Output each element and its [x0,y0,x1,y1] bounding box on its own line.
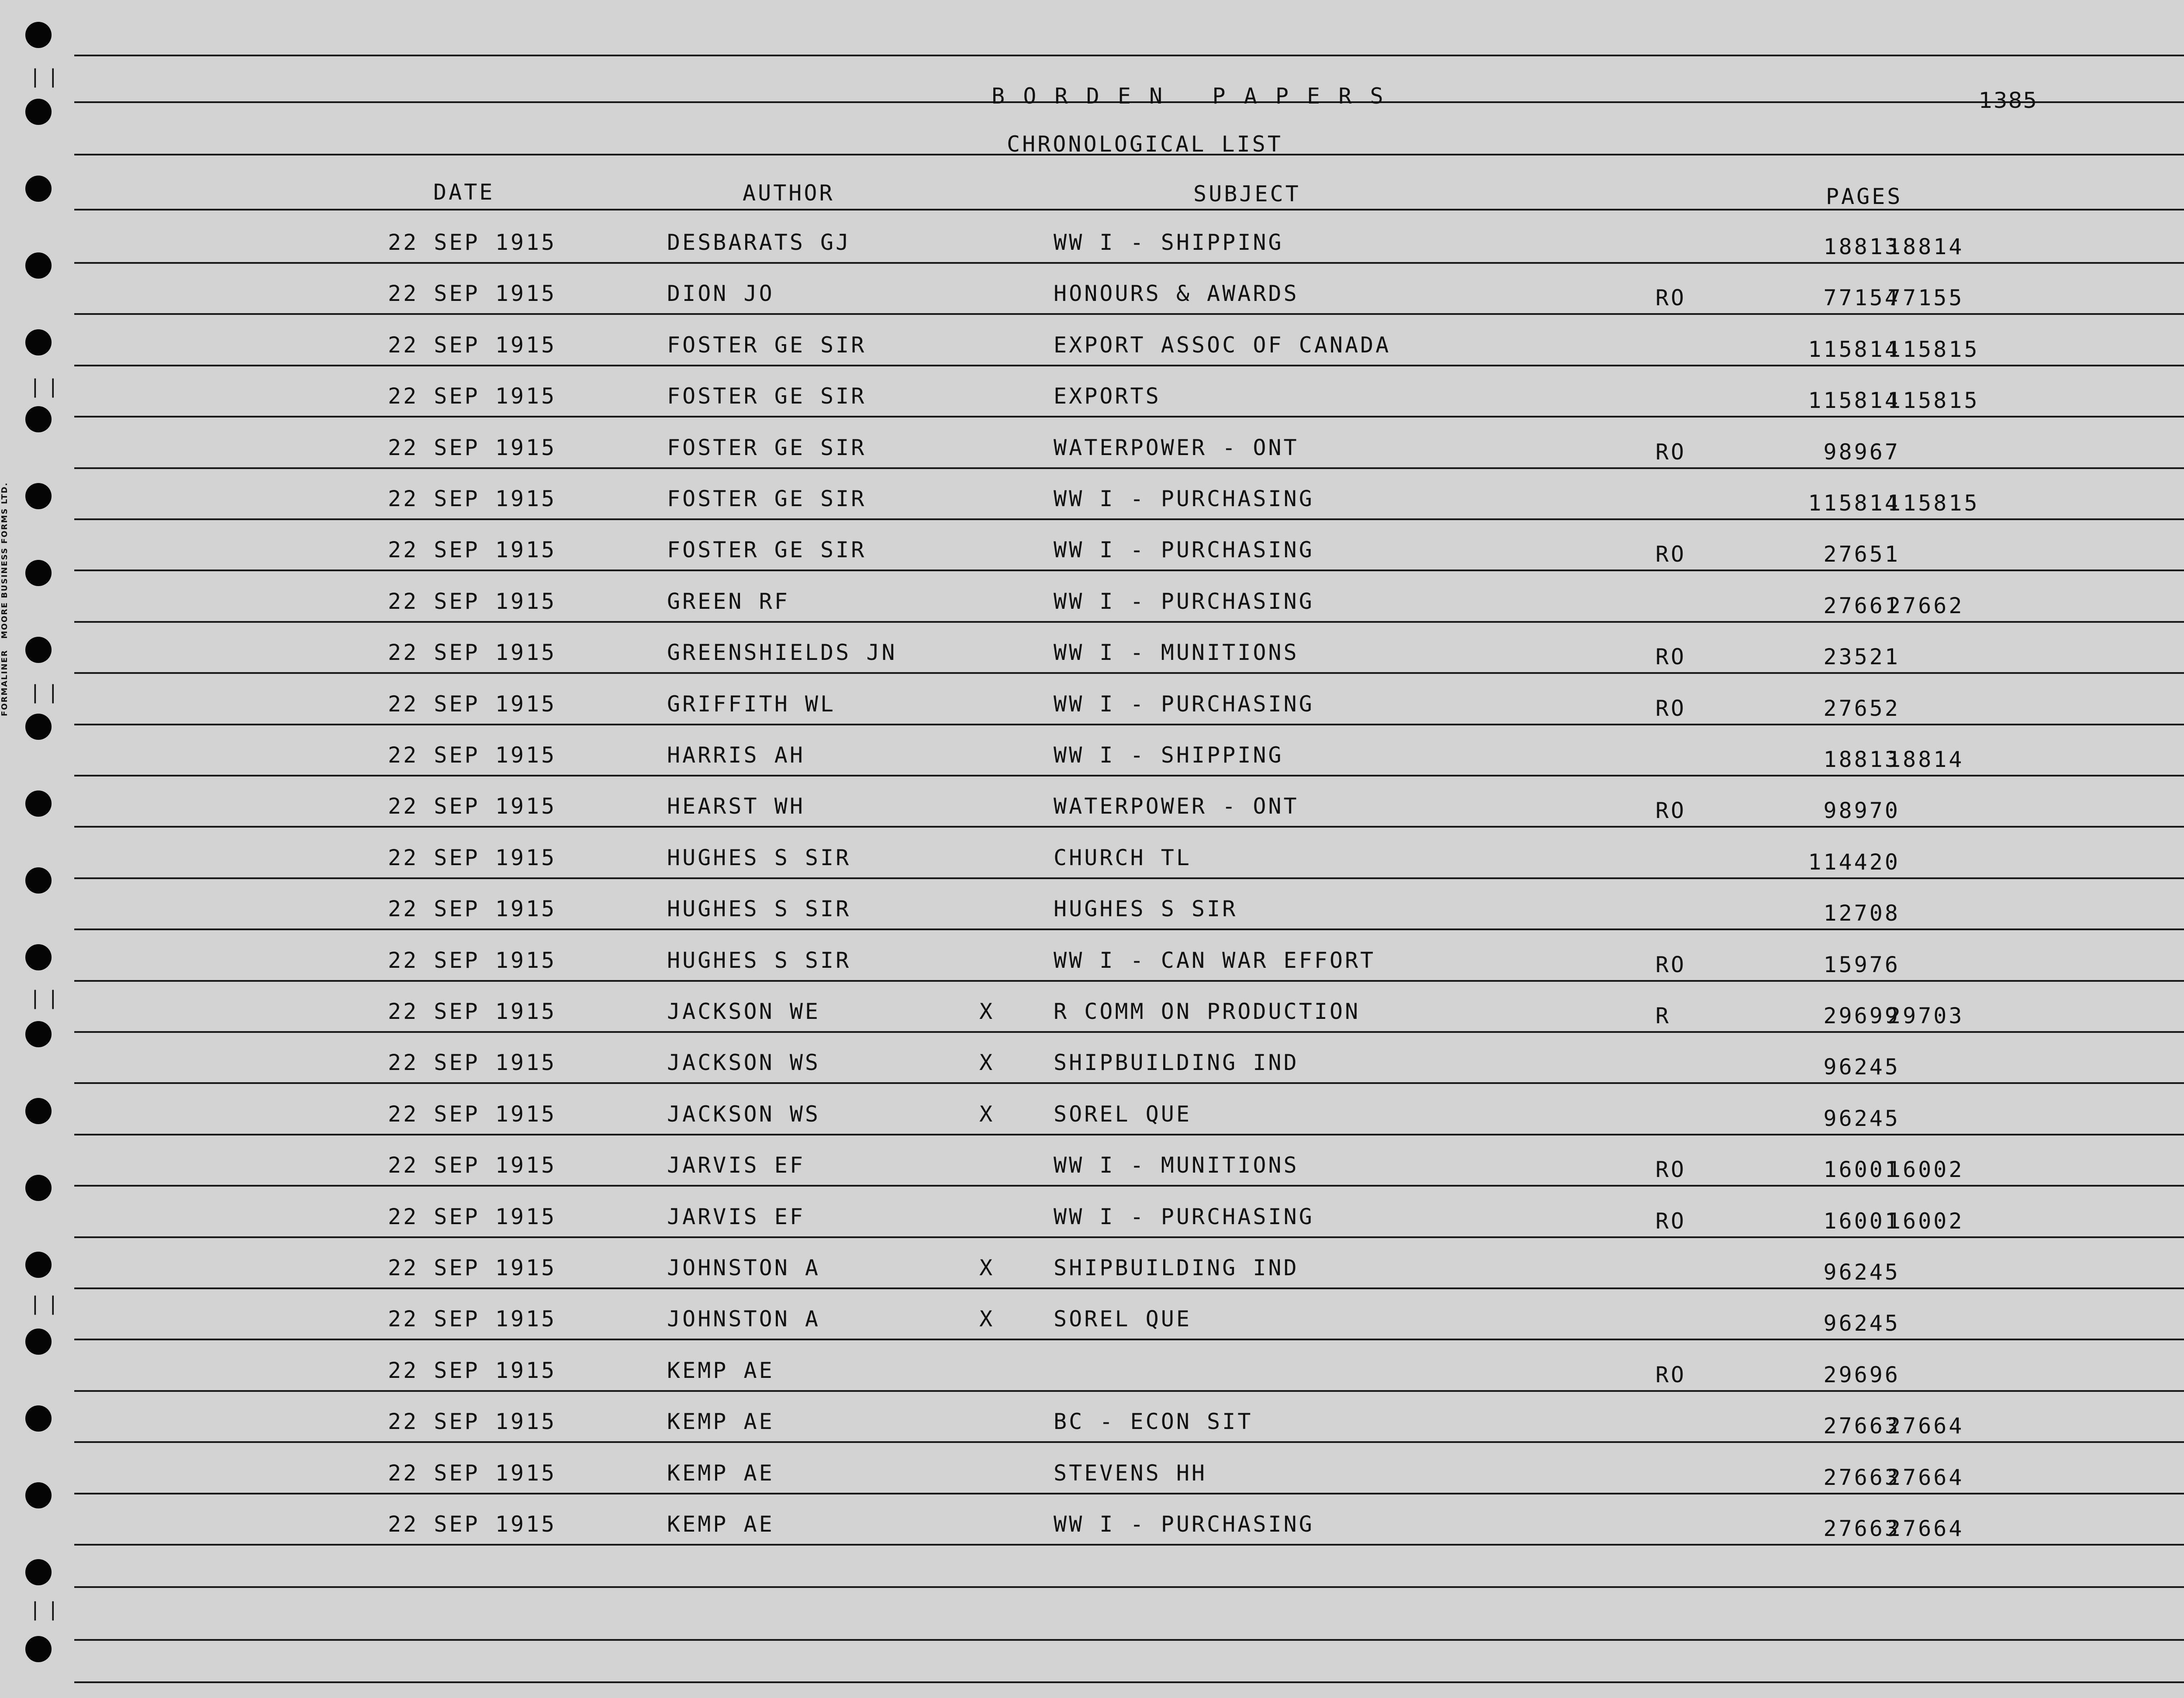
row-date: 22 SEP 1915 [388,1358,557,1383]
row-date: 22 SEP 1915 [388,1409,557,1434]
ruled-line [74,313,2184,315]
row-flag: RO [1655,1208,1686,1234]
row-page-from: 27651 [1823,542,1900,567]
row-date: 22 SEP 1915 [388,281,557,306]
row-page-from: 27663 [1823,1465,1900,1490]
ruled-line [74,621,2184,623]
row-page-from: 29699 [1823,1003,1900,1028]
row-author: JOHNSTON A [667,1255,821,1280]
document-title: B O R D E N P A P E R S [992,83,1386,109]
perforation-mark-left: ❘❘ [27,1598,63,1621]
ruled-line [74,365,2184,366]
row-author: JACKSON WS [667,1050,821,1075]
row-author: HEARST WH [667,794,805,819]
row-subject: WW I - PURCHASING [1054,1512,1314,1537]
feed-hole-left [25,252,52,279]
row-page-from: 115814 [1808,388,1900,413]
row-author: KEMP AE [667,1409,774,1434]
row-author: HUGHES S SIR [667,896,851,921]
row-subject: WW I - PURCHASING [1054,537,1314,563]
row-date: 22 SEP 1915 [388,845,557,870]
row-author: FOSTER GE SIR [667,537,867,563]
row-subject: STEVENS HH [1054,1460,1207,1486]
row-page-from: 98970 [1823,798,1900,823]
ruled-line [74,1082,2184,1084]
row-x-mark: X [979,1101,995,1127]
row-author: JARVIS EF [667,1204,805,1229]
row-page-from: 115814 [1808,490,1900,516]
row-page-from: 23521 [1823,644,1900,670]
row-author: KEMP AE [667,1512,774,1537]
row-page-from: 96245 [1823,1106,1900,1131]
row-date: 22 SEP 1915 [388,1306,557,1332]
row-x-mark: X [979,1050,995,1075]
row-subject: WW I - CAN WAR EFFORT [1054,948,1376,973]
row-page-from: 77154 [1823,285,1900,311]
ruled-line [74,928,2184,930]
ruled-line [74,672,2184,674]
feed-hole-left [25,99,52,125]
row-subject: WW I - SHIPPING [1054,742,1284,768]
row-date: 22 SEP 1915 [388,230,557,255]
row-flag: RO [1655,1362,1686,1387]
perforation-mark-left: ❘❘ [27,66,63,88]
feed-hole-left [25,329,52,355]
side-imprint: FORMALINER MOORE BUSINESS FORMS LTD. [0,482,9,716]
row-page-from: 96245 [1823,1311,1900,1336]
row-author: JARVIS EF [667,1153,805,1178]
row-page-to: 27664 [1887,1516,1964,1541]
row-page-from: 18813 [1823,234,1900,259]
column-header-subject: SUBJECT [1193,181,1301,207]
row-page-from: 29696 [1823,1362,1900,1387]
row-author: DION JO [667,281,774,306]
row-page-from: 15976 [1823,952,1900,977]
ruled-line [74,1236,2184,1238]
feed-hole-left [25,1559,52,1585]
row-page-to: 27664 [1887,1465,1964,1490]
row-page-from: 96245 [1823,1054,1900,1080]
row-x-mark: X [979,1306,995,1332]
row-author: HARRIS AH [667,742,805,768]
row-author: KEMP AE [667,1358,774,1383]
feed-hole-left [25,22,52,48]
row-page-to: 115815 [1887,337,1980,362]
row-subject: EXPORTS [1054,383,1161,409]
feed-hole-left [25,1482,52,1508]
row-page-to: 115815 [1887,490,1980,516]
row-flag: RO [1655,1157,1686,1182]
row-subject: WW I - MUNITIONS [1054,640,1299,665]
row-page-to: 27662 [1887,593,1964,618]
ruled-line [74,1544,2184,1546]
row-author: FOSTER GE SIR [667,383,867,409]
row-date: 22 SEP 1915 [388,742,557,768]
ruled-line [74,1031,2184,1033]
row-author: FOSTER GE SIR [667,486,867,511]
feed-hole-left [25,637,52,663]
ruled-line [74,467,2184,469]
row-date: 22 SEP 1915 [388,640,557,665]
ruled-line [74,877,2184,879]
column-header-author: AUTHOR [743,180,835,206]
feed-hole-left [25,483,52,509]
row-subject: EXPORT ASSOC OF CANADA [1054,332,1391,358]
row-author: JACKSON WS [667,1101,821,1127]
row-flag: R [1655,1003,1671,1028]
feed-hole-left [25,406,52,432]
feed-hole-left [25,1329,52,1355]
row-flag: RO [1655,798,1686,823]
row-author: JOHNSTON A [667,1306,821,1332]
row-subject: WW I - PURCHASING [1054,691,1314,717]
ruled-line [74,1339,2184,1340]
row-page-to: 29703 [1887,1003,1964,1028]
row-page-to: 18814 [1887,234,1964,259]
row-subject: WATERPOWER - ONT [1054,435,1299,460]
row-subject: R COMM ON PRODUCTION [1054,999,1361,1024]
row-flag: RO [1655,542,1686,567]
row-subject: CHURCH TL [1054,845,1192,870]
row-author: KEMP AE [667,1460,774,1486]
row-flag: RO [1655,696,1686,721]
feed-hole-left [25,176,52,202]
row-page-from: 18813 [1823,747,1900,772]
feed-hole-left [25,714,52,740]
perforation-mark-left: ❘❘ [27,376,63,398]
row-author: GREEN RF [667,589,790,614]
row-page-from: 27663 [1823,1516,1900,1541]
row-date: 22 SEP 1915 [388,383,557,409]
row-date: 22 SEP 1915 [388,1255,557,1280]
row-page-from: 115814 [1808,337,1900,362]
row-date: 22 SEP 1915 [388,1050,557,1075]
row-flag: RO [1655,439,1686,465]
page-number: 1385 [1979,88,2038,113]
row-date: 22 SEP 1915 [388,1101,557,1127]
column-header-pages: PAGES [1826,184,1903,209]
row-date: 22 SEP 1915 [388,435,557,460]
row-subject: SHIPBUILDING IND [1054,1255,1299,1280]
row-page-from: 27661 [1823,593,1900,618]
feed-hole-left [25,1636,52,1662]
ruled-line [74,569,2184,571]
feed-hole-left [25,560,52,586]
row-page-from: 114420 [1808,849,1900,875]
ruled-line [74,1681,2184,1683]
row-date: 22 SEP 1915 [388,1204,557,1229]
row-page-to: 16002 [1887,1157,1964,1182]
ruled-line [74,416,2184,418]
row-page-to: 27664 [1887,1413,1964,1439]
row-date: 22 SEP 1915 [388,1153,557,1178]
ruled-line [74,1586,2184,1588]
ruled-line [74,724,2184,725]
feed-hole-left [25,790,52,817]
row-subject: WATERPOWER - ONT [1054,794,1299,819]
row-flag: RO [1655,285,1686,311]
row-date: 22 SEP 1915 [388,332,557,358]
row-date: 22 SEP 1915 [388,589,557,614]
feed-hole-left [25,1021,52,1047]
ruled-line [74,1185,2184,1187]
feed-hole-left [25,1252,52,1278]
row-x-mark: X [979,999,995,1024]
column-header-date: DATE [433,179,495,205]
row-author: HUGHES S SIR [667,948,851,973]
feed-hole-left [25,867,52,894]
row-author: GREENSHIELDS JN [667,640,897,665]
ruled-line [74,775,2184,777]
row-date: 22 SEP 1915 [388,1512,557,1537]
ruled-line [74,1639,2184,1641]
row-page-from: 16001 [1823,1157,1900,1182]
row-date: 22 SEP 1915 [388,486,557,511]
row-author: HUGHES S SIR [667,845,851,870]
row-page-to: 77155 [1887,285,1964,311]
ruled-line [74,1287,2184,1289]
row-date: 22 SEP 1915 [388,691,557,717]
feed-hole-left [25,1175,52,1201]
row-author: DESBARATS GJ [667,230,851,255]
row-subject: SOREL QUE [1054,1101,1192,1127]
ruled-line [74,1493,2184,1494]
document-subtitle: CHRONOLOGICAL LIST [1007,131,1283,157]
row-page-from: 27663 [1823,1413,1900,1439]
row-date: 22 SEP 1915 [388,794,557,819]
ruled-line [74,262,2184,264]
ruled-line [74,1134,2184,1135]
row-page-from: 27652 [1823,696,1900,721]
row-date: 22 SEP 1915 [388,896,557,921]
row-flag: RO [1655,644,1686,670]
feed-hole-left [25,1098,52,1124]
perforation-mark-left: ❘❘ [27,681,63,704]
ruled-line [74,980,2184,982]
row-subject: WW I - PURCHASING [1054,1204,1314,1229]
row-author: JACKSON WE [667,999,821,1024]
row-author: FOSTER GE SIR [667,332,867,358]
feed-hole-left [25,944,52,970]
row-x-mark: X [979,1255,995,1280]
perforation-mark-left: ❘❘ [27,1293,63,1315]
row-subject: WW I - PURCHASING [1054,589,1314,614]
row-flag: RO [1655,952,1686,977]
ruled-line [74,1390,2184,1392]
row-page-from: 12708 [1823,901,1900,926]
row-author: FOSTER GE SIR [667,435,867,460]
ruled-line [74,826,2184,828]
row-subject: WW I - SHIPPING [1054,230,1284,255]
row-subject: WW I - MUNITIONS [1054,1153,1299,1178]
row-date: 22 SEP 1915 [388,537,557,563]
row-date: 22 SEP 1915 [388,948,557,973]
ruled-line [74,1441,2184,1443]
row-subject: SHIPBUILDING IND [1054,1050,1299,1075]
row-page-from: 16001 [1823,1208,1900,1234]
feed-hole-left [25,1405,52,1432]
row-date: 22 SEP 1915 [388,1460,557,1486]
row-page-to: 18814 [1887,747,1964,772]
row-date: 22 SEP 1915 [388,999,557,1024]
row-subject: HUGHES S SIR [1054,896,1238,921]
ruled-line [74,55,2184,56]
row-page-from: 98967 [1823,439,1900,465]
row-page-to: 16002 [1887,1208,1964,1234]
perforation-mark-left: ❘❘ [27,987,63,1009]
row-page-to: 115815 [1887,388,1980,413]
ruled-line [74,518,2184,520]
row-author: GRIFFITH WL [667,691,836,717]
row-subject: SOREL QUE [1054,1306,1192,1332]
row-subject: HONOURS & AWARDS [1054,281,1299,306]
row-page-from: 96245 [1823,1260,1900,1285]
row-subject: WW I - PURCHASING [1054,486,1314,511]
row-subject: BC - ECON SIT [1054,1409,1253,1434]
